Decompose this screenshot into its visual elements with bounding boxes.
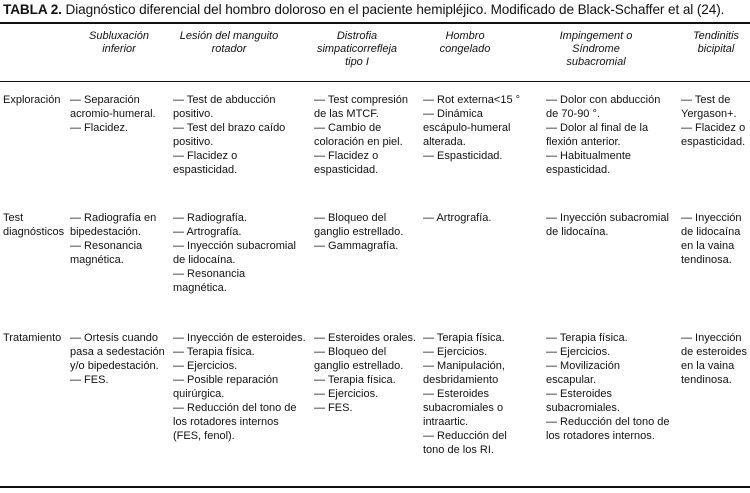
cell-line: los rotadores internos bbox=[173, 416, 279, 428]
row-label bbox=[3, 211, 64, 239]
cell-line: de las MTCF. bbox=[314, 108, 379, 120]
cell-line: quirúrgica. bbox=[173, 388, 225, 400]
cell-line: — Flacidez o bbox=[173, 150, 238, 162]
column-header-line: congelado bbox=[439, 43, 491, 55]
column-header bbox=[415, 30, 515, 56]
cell-line: — FES. bbox=[314, 402, 353, 414]
cell-line: — Test de bbox=[681, 94, 731, 106]
column-header-line: inferior bbox=[102, 43, 136, 55]
cell-line: de lidocaína. bbox=[173, 254, 236, 266]
column-header-line: subacromial bbox=[566, 56, 626, 68]
cell-line: Yergason+. bbox=[681, 108, 737, 120]
cell-line: — Artrografía. bbox=[173, 226, 242, 238]
cell-line: espasticidad. bbox=[173, 164, 238, 176]
column-header bbox=[154, 30, 304, 56]
cell-line: desbridamiento bbox=[423, 374, 499, 386]
cell-line: — Esteroides bbox=[546, 388, 613, 400]
cell-line: — Resonancia bbox=[173, 268, 246, 280]
row-label bbox=[3, 331, 61, 345]
table-cell bbox=[423, 93, 546, 163]
cell-line: espasticidad. bbox=[546, 164, 611, 176]
column-header-line: Impingement o bbox=[559, 30, 633, 42]
cell-line: alterada. bbox=[423, 136, 466, 148]
cell-line: pasa a sedestación bbox=[70, 346, 165, 358]
cell-line: (FES, fenol). bbox=[173, 430, 235, 442]
cell-line: y/o bipedestación. bbox=[70, 360, 159, 372]
row-label-line: Test bbox=[3, 212, 24, 224]
cell-line: — Inyección subacromial bbox=[173, 240, 296, 252]
cell-line: — Posible reparación bbox=[173, 374, 279, 386]
table-cell bbox=[70, 331, 173, 387]
cell-line: de esteroides bbox=[681, 346, 748, 358]
table-cell bbox=[173, 211, 314, 295]
cell-line: subacromiales. bbox=[546, 402, 620, 414]
cell-line: positivo. bbox=[173, 136, 214, 148]
table-cell bbox=[681, 93, 750, 149]
cell-line: — Espasticidad. bbox=[423, 150, 503, 162]
table-cell bbox=[314, 211, 423, 253]
table-bottom-rule bbox=[0, 486, 750, 488]
cell-line: — Flacidez o bbox=[681, 122, 746, 134]
cell-line: — Terapia física. bbox=[173, 346, 255, 358]
cell-line: — Dolor con abducción bbox=[546, 94, 661, 106]
table-cell bbox=[314, 331, 423, 415]
column-header-line: bicipital bbox=[697, 43, 735, 55]
table-caption bbox=[3, 1, 724, 18]
cell-line: — Flacidez. bbox=[70, 122, 129, 134]
column-header bbox=[682, 30, 750, 56]
column-header-line: Síndrome bbox=[572, 43, 620, 55]
cell-line: de lidocaína. bbox=[546, 226, 609, 238]
cell-line: magnética. bbox=[70, 254, 124, 266]
cell-line: de lidocaína bbox=[681, 226, 741, 238]
cell-line: — Test compresión bbox=[314, 94, 408, 106]
cell-line: bipedestación. bbox=[70, 226, 141, 238]
cell-line: — Test de abducción bbox=[173, 94, 276, 106]
table-cell bbox=[173, 93, 314, 177]
column-header bbox=[302, 30, 412, 69]
column-header-line: rotador bbox=[211, 43, 247, 55]
table-cell bbox=[681, 211, 750, 267]
column-header bbox=[521, 30, 671, 69]
column-header-line: Tendinitis bbox=[692, 30, 740, 42]
cell-line: — Reducción del bbox=[423, 430, 507, 442]
cell-line: tono de los RI. bbox=[423, 444, 494, 456]
cell-line: en la vaina bbox=[681, 240, 735, 252]
cell-line: — Terapia física. bbox=[546, 332, 628, 344]
table-cell bbox=[423, 211, 546, 225]
column-header-line: Distrofia bbox=[336, 30, 378, 42]
table-cell bbox=[546, 93, 681, 177]
cell-line: — Resonancia bbox=[70, 240, 143, 252]
table-cell bbox=[70, 211, 173, 267]
cell-line: — Inyección bbox=[681, 332, 742, 344]
column-header-line: Subluxación bbox=[89, 30, 149, 42]
cell-line: — Flacidez o bbox=[314, 150, 379, 162]
cell-line: los rotadores internos. bbox=[546, 430, 655, 442]
cell-line: — Ejercicios. bbox=[423, 346, 488, 358]
column-header-line: Hombro bbox=[445, 30, 485, 42]
cell-line: — Esteroides orales. bbox=[314, 332, 417, 344]
table-cell bbox=[681, 331, 750, 387]
cell-line: — Esteroides bbox=[423, 388, 490, 400]
table-top-rule bbox=[0, 22, 750, 24]
cell-line: ganglio estrellado. bbox=[314, 226, 404, 238]
cell-line: — Reducción del tono de bbox=[173, 402, 297, 414]
cell-line: acromio-humeral. bbox=[70, 108, 156, 120]
cell-line: escapular. bbox=[546, 374, 597, 386]
cell-line: coloración en piel. bbox=[314, 136, 403, 148]
row-label-line: Exploración bbox=[3, 94, 61, 106]
cell-line: — Terapia física. bbox=[423, 332, 505, 344]
cell-line: — Movilización bbox=[546, 360, 620, 372]
table-cell bbox=[314, 93, 423, 177]
cell-line: — Gammagrafía. bbox=[314, 240, 399, 252]
cell-line: — Habitualmente bbox=[546, 150, 631, 162]
cell-line: tendinosa. bbox=[681, 254, 732, 266]
cell-line: de 70-90 °. bbox=[546, 108, 600, 120]
cell-line: — Bloqueo del bbox=[314, 212, 387, 224]
cell-line: intraartic. bbox=[423, 416, 469, 428]
cell-line: — Rot externa<15 ° bbox=[423, 94, 521, 106]
row-label bbox=[3, 93, 60, 107]
cell-line: — Manipulación, bbox=[423, 360, 505, 372]
cell-line: — Test del brazo caído bbox=[173, 122, 286, 134]
cell-line: tendinosa. bbox=[681, 374, 732, 386]
cell-line: magnética. bbox=[173, 282, 227, 294]
cell-line: — Ejercicios. bbox=[546, 346, 611, 358]
column-header-line: tipo I bbox=[345, 56, 369, 68]
table-header-rule bbox=[0, 81, 750, 82]
cell-line: — Ortesis cuando bbox=[70, 332, 159, 344]
cell-line: — Reducción del tono de bbox=[546, 416, 670, 428]
cell-line: subacromiales o bbox=[423, 402, 504, 414]
cell-line: — Artrografía. bbox=[423, 212, 492, 224]
table-cell bbox=[546, 331, 681, 443]
cell-line: escápulo-humeral bbox=[423, 122, 511, 134]
cell-line: — FES. bbox=[70, 374, 109, 386]
cell-line: flexión anterior. bbox=[546, 136, 621, 148]
table-caption-text: Diagnóstico diferencial del hombro doloroso en el paciente hemipléjico. Modificado de Black-Schaffer et al (24). bbox=[61, 2, 725, 17]
cell-line: — Inyección subacromial bbox=[546, 212, 669, 224]
cell-line: espasticidad. bbox=[314, 164, 379, 176]
table-caption-label: TABLA 2. bbox=[3, 2, 62, 17]
cell-line: positivo. bbox=[173, 108, 214, 120]
cell-line: — Radiografía en bbox=[70, 212, 157, 224]
cell-line: — Inyección de esteroides. bbox=[173, 332, 306, 344]
cell-line: — Ejercicios. bbox=[314, 388, 379, 400]
cell-line: — Dinámica bbox=[423, 108, 483, 120]
row-label-line: diagnósticos bbox=[3, 226, 65, 238]
cell-line: — Radiografía. bbox=[173, 212, 247, 224]
cell-line: — Inyección bbox=[681, 212, 742, 224]
cell-line: — Bloqueo del bbox=[314, 346, 387, 358]
cell-line: en la vaina bbox=[681, 360, 735, 372]
table-cell bbox=[173, 331, 314, 443]
table-cell bbox=[546, 211, 681, 239]
cell-line: ganglio estrellado. bbox=[314, 360, 404, 372]
cell-line: — Terapia física. bbox=[314, 374, 396, 386]
cell-line: — Cambio de bbox=[314, 122, 382, 134]
column-header-line: simpaticorrefleja bbox=[316, 43, 398, 55]
cell-line: — Ejercicios. bbox=[173, 360, 238, 372]
cell-line: espasticidad. bbox=[681, 136, 746, 148]
cell-line: — Dolor al final de la bbox=[546, 122, 649, 134]
table-cell bbox=[70, 93, 173, 135]
cell-line: — Separación bbox=[70, 94, 140, 106]
row-label-line: Tratamiento bbox=[3, 332, 62, 344]
table-cell bbox=[423, 331, 546, 457]
column-header-line: Lesión del manguito bbox=[179, 30, 279, 42]
